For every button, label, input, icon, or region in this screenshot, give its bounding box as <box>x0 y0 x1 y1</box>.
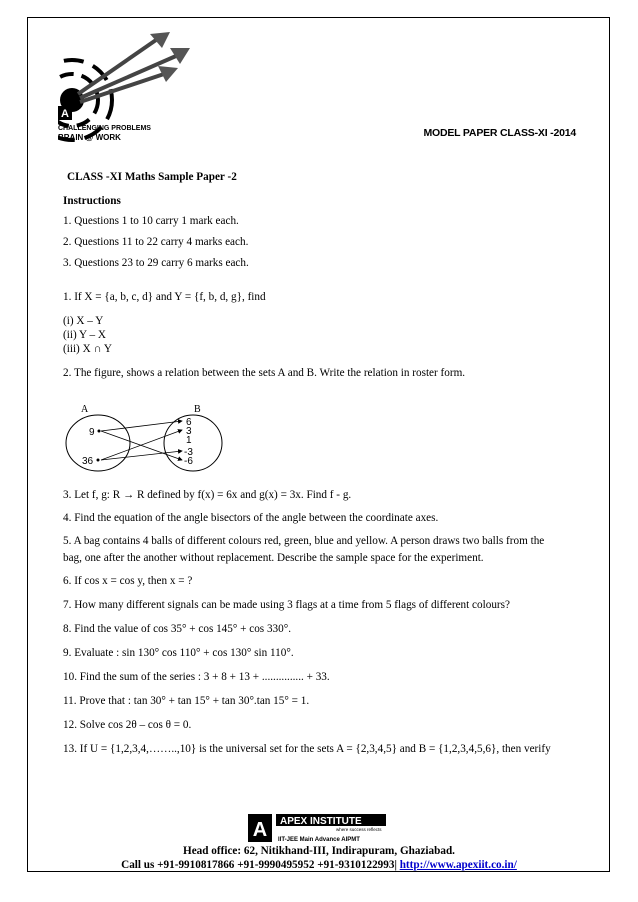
question-9: 9. Evaluate : sin 130° cos 110° + cos 130° sin 110°. <box>63 647 294 659</box>
b-element-6: 6 <box>186 417 192 428</box>
question-5-line-2: bag, one after the another without replacement. Describe the sample space for the experiment. <box>63 552 484 564</box>
footer-phone-numbers: Call us +91-9910817866 +91-9990495952 +91-9310122993| <box>121 859 397 871</box>
question-2: 2. The figure, shows a relation between the sets A and B. Write the relation in roster form. <box>63 367 466 379</box>
logo-text-line1: CHALLENGING PROBLEMS <box>58 125 151 132</box>
footer-badge: A <box>252 819 268 841</box>
question-1-part-ii: (ii) Y – X <box>63 329 106 341</box>
question-12: 12. Solve cos 2θ – cos θ = 0. <box>63 719 192 731</box>
question-5-line-1: 5. A bag contains 4 balls of different colours red, green, blue and yellow. A person draws two balls from the <box>63 535 545 547</box>
a-element-36: 36 <box>82 456 94 467</box>
question-3: 3. Let f, g: R → R defined by f(x) = 6x and g(x) = 3x. Find f - g. <box>63 489 352 501</box>
b-element-minus-6: -6 <box>184 456 193 467</box>
footer-exam-line: IIT-JEE Main Advance AIPMT <box>278 837 360 843</box>
b-element-1: 1 <box>186 435 192 446</box>
b-element-minus-3: -3 <box>184 447 193 458</box>
set-a-label: A <box>81 404 89 415</box>
question-11: 11. Prove that : tan 30° + tan 15° + tan 30°.tan 15° = 1. <box>63 695 310 707</box>
logo-text-line2: BRAIN @ WORK <box>58 133 121 142</box>
apex-institute-logo <box>248 814 398 844</box>
logo-badge: A <box>61 108 69 120</box>
question-1-part-iii: (iii) X ∩ Y <box>63 343 112 355</box>
b-element-3: 3 <box>186 426 192 437</box>
question-1: 1. If X = {a, b, c, d} and Y = {f, b, d, g}, find <box>63 291 266 303</box>
footer-tagline: where success reflects <box>336 827 382 832</box>
instruction-1: 1. Questions 1 to 10 carry 1 mark each. <box>63 215 239 227</box>
question-4: 4. Find the equation of the angle bisectors of the angle between the coordinate axes. <box>63 512 439 524</box>
instruction-3: 3. Questions 23 to 29 carry 6 marks each. <box>63 257 249 269</box>
model-paper-title: MODEL PAPER CLASS-XI -2014 <box>423 127 576 139</box>
website-link[interactable]: http://www.apexiit.co.in/ <box>399 859 517 871</box>
question-6: 6. If cos x = cos y, then x = ? <box>63 575 193 587</box>
footer-brand: APEX INSTITUTE <box>280 816 362 827</box>
question-7: 7. How many different signals can be made using 3 flags at a time from 5 flags of different colours? <box>63 599 510 611</box>
question-10: 10. Find the sum of the series : 3 + 8 + 13 + ............... + 33. <box>63 671 330 683</box>
paper-title: CLASS -XI Maths Sample Paper -2 <box>67 171 237 183</box>
footer-contact <box>0 859 638 871</box>
set-b-label: B <box>194 404 201 415</box>
footer-address: Head office: 62, Nitikhand-III, Indirapuram, Ghaziabad. <box>183 845 455 857</box>
question-13: 13. If U = {1,2,3,4,……..,10} is the universal set for the sets A = {2,3,4,5} and B = {1,2,3,4,5,6}, then verify <box>63 743 551 755</box>
instruction-2: 2. Questions 11 to 22 carry 4 marks each. <box>63 236 249 248</box>
set-a-circle <box>66 415 130 471</box>
a-element-9: 9 <box>89 427 95 438</box>
instructions-heading: Instructions <box>63 195 121 207</box>
relation-diagram <box>65 403 225 473</box>
question-1-part-i: (i) X – Y <box>63 315 104 327</box>
set-b-circle <box>164 415 222 471</box>
brain-at-work-logo <box>58 30 198 142</box>
question-8: 8. Find the value of cos 35° + cos 145° + cos 330°. <box>63 623 292 635</box>
